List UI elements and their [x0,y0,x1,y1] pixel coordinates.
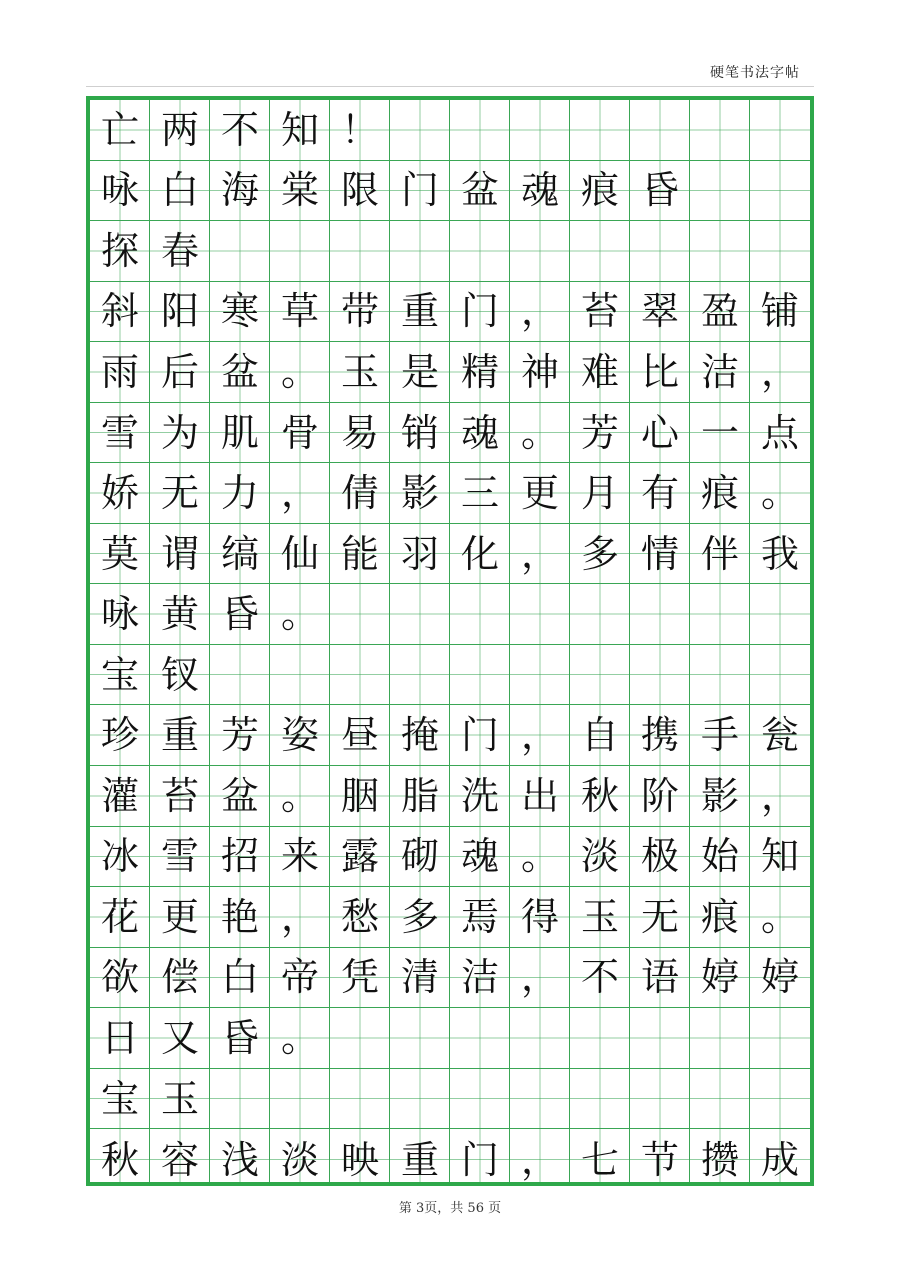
grid-row [90,403,810,464]
grid-cell [630,1069,690,1129]
grid-cell: 魂 [450,827,510,887]
grid-cell: 翠 [630,282,690,342]
grid-cell: ， [750,342,810,402]
grid-cell: 映 [330,1129,390,1186]
grid-cell: 门 [450,705,510,765]
grid-cell: 芳 [210,705,270,765]
grid-cell: 月 [570,463,630,523]
grid-cell: 容 [150,1129,210,1186]
grid-cell: 淡 [570,827,630,887]
grid-cell: 钗 [150,645,210,705]
grid-cell: 帝 [270,948,330,1008]
grid-cell [330,645,390,705]
grid-cell: 节 [630,1129,690,1186]
grid-cell: 盆 [210,342,270,402]
grid-cell: 影 [390,463,450,523]
grid-cell [570,584,630,644]
grid-cell [390,1069,450,1129]
grid-cell: 后 [150,342,210,402]
grid-cell: 。 [510,403,570,463]
grid-cell [390,1008,450,1068]
grid-cell [270,221,330,281]
grid-cell: 苔 [150,766,210,826]
grid-cell: 。 [270,342,330,402]
grid-cell: 骨 [270,403,330,463]
grid-cell [750,645,810,705]
grid-cell: 无 [630,887,690,947]
grid-cell: ， [510,705,570,765]
grid-cell: 比 [630,342,690,402]
grid-cell: 灌 [90,766,150,826]
grid-cell [450,221,510,281]
grid-cell [690,645,750,705]
grid-cell: 神 [510,342,570,402]
grid-cell: 珍 [90,705,150,765]
grid-cell: 。 [270,1008,330,1068]
grid-cell: 昏 [210,1008,270,1068]
grid-cell: 重 [150,705,210,765]
grid-cell: 探 [90,221,150,281]
grid-cell [690,1008,750,1068]
page-header-title: 硬笔书法字帖 [710,65,800,81]
grid-row [90,100,810,161]
grid-cell: 化 [450,524,510,584]
grid-cell: 倩 [330,463,390,523]
grid-cell: 秋 [570,766,630,826]
grid-cell: 苔 [570,282,630,342]
grid-cell: 手 [690,705,750,765]
grid-cell: 得 [510,887,570,947]
grid-cell: 掩 [390,705,450,765]
grid-cell: 知 [750,827,810,887]
grid-row [90,705,810,766]
grid-cell: 始 [690,827,750,887]
grid-cell: 知 [270,100,330,160]
grid-cell: 自 [570,705,630,765]
grid-cell: 咏 [90,584,150,644]
grid-cell: 力 [210,463,270,523]
grid-cell [750,221,810,281]
grid-cell: 海 [210,161,270,221]
grid-cell: 无 [150,463,210,523]
grid-cell: 肌 [210,403,270,463]
grid-cell: 浅 [210,1129,270,1186]
grid-cell: 凭 [330,948,390,1008]
grid-cell: 携 [630,705,690,765]
grid-cell [570,1069,630,1129]
grid-cell: 艳 [210,887,270,947]
grid-cell [570,1008,630,1068]
grid-cell: 门 [390,161,450,221]
grid-cell: 一 [690,403,750,463]
grid-cell: 偿 [150,948,210,1008]
grid-cell: 我 [750,524,810,584]
grid-cell: 有 [630,463,690,523]
grid-cell: 更 [150,887,210,947]
grid-cell [570,221,630,281]
grid-cell [690,100,750,160]
grid-cell [630,100,690,160]
grid-cell [450,1069,510,1129]
grid-cell [630,221,690,281]
grid-cell [750,100,810,160]
grid-cell: 露 [330,827,390,887]
grid-cell: 欲 [90,948,150,1008]
grid-cell: 白 [210,948,270,1008]
grid-cell: 魂 [450,403,510,463]
grid-cell: 来 [270,827,330,887]
grid-cell [630,584,690,644]
grid-cell: 重 [390,1129,450,1186]
grid-cell: 脂 [390,766,450,826]
grid-cell [390,584,450,644]
grid-cell: 焉 [450,887,510,947]
grid-cell [450,100,510,160]
grid-cell: 。 [270,584,330,644]
grid-cell: 斜 [90,282,150,342]
grid-row [90,827,810,888]
grid-cell: 招 [210,827,270,887]
grid-cell [630,1008,690,1068]
grid-cell: 娇 [90,463,150,523]
grid-cell [750,584,810,644]
grid-cell: 门 [450,1129,510,1186]
grid-cell: 。 [510,827,570,887]
grid-cell: 秋 [90,1129,150,1186]
page-footer: 第 3页，共 56 页 [398,1201,502,1216]
grid-cell [330,1069,390,1129]
grid-cell [270,1069,330,1129]
grid-cell: 七 [570,1129,630,1186]
grid-cell: 仙 [270,524,330,584]
grid-cell: 痕 [570,161,630,221]
grid-cell: ， [270,463,330,523]
grid-cell [690,584,750,644]
grid-cell: 更 [510,463,570,523]
grid-cell: 铺 [750,282,810,342]
grid-cell: 。 [750,887,810,947]
grid-cell [510,584,570,644]
grid-cell: 芳 [570,403,630,463]
grid-cell [510,1008,570,1068]
grid-cell: 两 [150,100,210,160]
grid-cell: 。 [750,463,810,523]
grid-cell: 春 [150,221,210,281]
grid-cell: 莫 [90,524,150,584]
grid-cell: ， [510,524,570,584]
grid-cell: 点 [750,403,810,463]
grid-cell: 黄 [150,584,210,644]
grid-cell: 能 [330,524,390,584]
grid-cell: ， [510,1129,570,1186]
grid-cell: ！ [330,100,390,160]
grid-cell: 三 [450,463,510,523]
grid-cell: 盈 [690,282,750,342]
grid-cell: ， [510,948,570,1008]
grid-cell: 愁 [330,887,390,947]
grid-cell: 淡 [270,1129,330,1186]
header-rule [86,86,814,87]
grid-cell: 阳 [150,282,210,342]
grid-cell: 玉 [330,342,390,402]
grid-cell [570,100,630,160]
grid-cell: 攒 [690,1129,750,1186]
grid-cell: 门 [450,282,510,342]
grid-cell: 魂 [510,161,570,221]
grid-cell [510,645,570,705]
grid-cell: 婷 [750,948,810,1008]
grid-cell: 出 [510,766,570,826]
grid-cell: 重 [390,282,450,342]
grid-cell: 棠 [270,161,330,221]
grid-cell: 玉 [570,887,630,947]
grid-cell: 不 [570,948,630,1008]
grid-row [90,766,810,827]
grid-cell: 谓 [150,524,210,584]
grid-cell [630,645,690,705]
grid-cell [690,221,750,281]
grid-cell [330,584,390,644]
grid-cell: 雨 [90,342,150,402]
grid-cell: 日 [90,1008,150,1068]
grid-cell: 羽 [390,524,450,584]
grid-cell [570,645,630,705]
grid-cell [690,161,750,221]
grid-cell [450,1008,510,1068]
grid-cell: 心 [630,403,690,463]
grid-row [90,645,810,706]
grid-row [90,1008,810,1069]
grid-cell [690,1069,750,1129]
grid-cell: 婷 [690,948,750,1008]
grid-cell: 雪 [90,403,150,463]
grid-cell: 姿 [270,705,330,765]
grid-row [90,887,810,948]
grid-cell: 盆 [210,766,270,826]
grid-cell: 雪 [150,827,210,887]
grid-cell: 洗 [450,766,510,826]
grid-cell [510,100,570,160]
grid-cell: 极 [630,827,690,887]
grid-cell: ， [270,887,330,947]
grid-cell: ， [750,766,810,826]
grid-row [90,1129,810,1186]
grid-cell: 不 [210,100,270,160]
grid-cell: 盆 [450,161,510,221]
grid-cell: 带 [330,282,390,342]
grid-cell: 白 [150,161,210,221]
grid-cell: 是 [390,342,450,402]
grid-cell [330,1008,390,1068]
grid-cell: 宝 [90,645,150,705]
grid-cell: 影 [690,766,750,826]
grid-cell: 为 [150,403,210,463]
grid-cell [390,221,450,281]
grid-cell [450,645,510,705]
grid-cell: 限 [330,161,390,221]
grid-cell: 精 [450,342,510,402]
grid-cell [210,221,270,281]
grid-cell [510,1069,570,1129]
grid-cell: 瓮 [750,705,810,765]
grid-cell: 胭 [330,766,390,826]
grid-cell [210,1069,270,1129]
grid-cell: 玉 [150,1069,210,1129]
grid-cell: 昼 [330,705,390,765]
grid-cell [750,1069,810,1129]
grid-cell: 咏 [90,161,150,221]
grid-cell: 又 [150,1008,210,1068]
grid-cell: 阶 [630,766,690,826]
grid-row [90,161,810,222]
grid-cell: 花 [90,887,150,947]
grid-cell [510,221,570,281]
grid-row [90,524,810,585]
grid-cell: 成 [750,1129,810,1186]
grid-cell: 痕 [690,463,750,523]
grid-cell [450,584,510,644]
grid-cell [270,645,330,705]
grid-cell: 昏 [630,161,690,221]
grid-cell: 情 [630,524,690,584]
grid-cell: 多 [390,887,450,947]
grid-cell: 清 [390,948,450,1008]
grid-cell: 冰 [90,827,150,887]
grid-row [90,1069,810,1130]
grid-cell [750,1008,810,1068]
grid-cell: 销 [390,403,450,463]
grid-cell: 难 [570,342,630,402]
grid-row [90,463,810,524]
grid-row [90,948,810,1009]
grid-cell: 语 [630,948,690,1008]
practice-grid-sheet [86,96,814,1186]
grid-row [90,584,810,645]
grid-cell: 亡 [90,100,150,160]
grid-cell: 多 [570,524,630,584]
grid-row [90,282,810,343]
grid-cell [330,221,390,281]
grid-cell: 痕 [690,887,750,947]
grid-cell [210,645,270,705]
grid-cell: 宝 [90,1069,150,1129]
grid-cell [390,645,450,705]
grid-cell: 缟 [210,524,270,584]
grid-cell: 草 [270,282,330,342]
grid-cell: ， [510,282,570,342]
grid-row [90,342,810,403]
grid-cell: 。 [270,766,330,826]
grid-cell: 寒 [210,282,270,342]
grid-cell: 伴 [690,524,750,584]
grid-cell: 昏 [210,584,270,644]
grid-cell [390,100,450,160]
grid-cell: 洁 [450,948,510,1008]
grid-cell: 易 [330,403,390,463]
grid-cell: 洁 [690,342,750,402]
grid-row [90,221,810,282]
grid-cell: 砌 [390,827,450,887]
grid-cell [750,161,810,221]
